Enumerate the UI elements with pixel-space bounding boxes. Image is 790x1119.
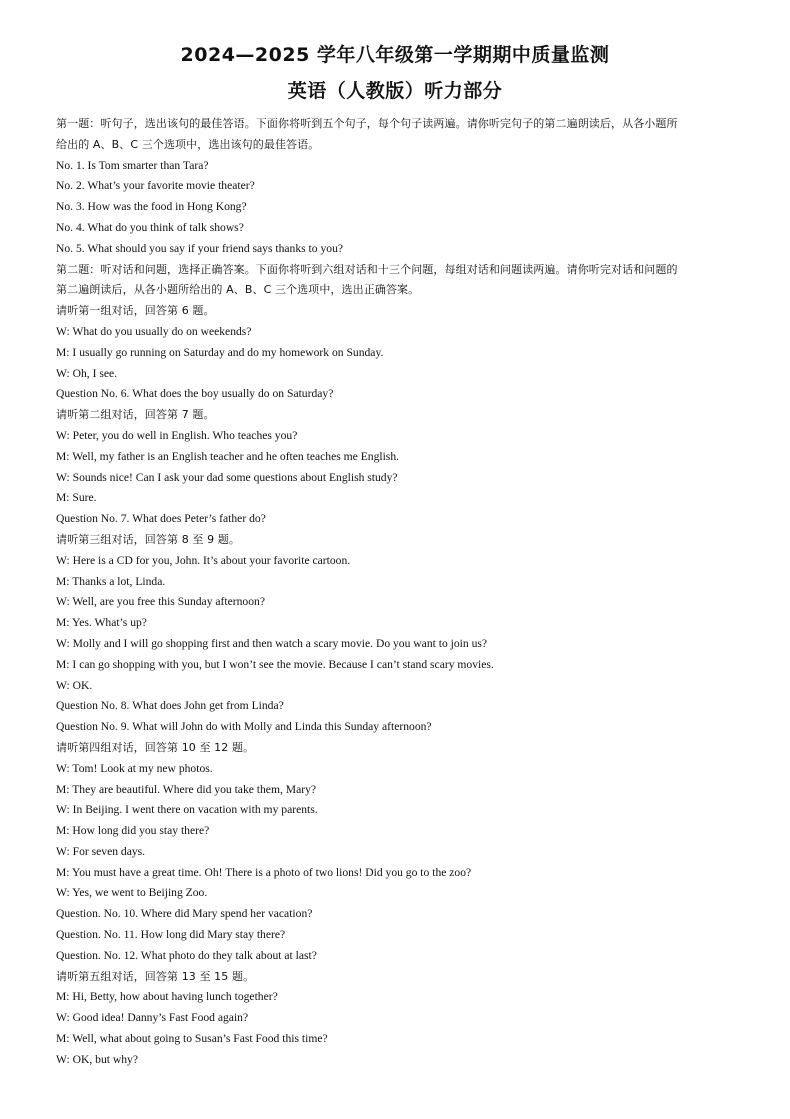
script-line: W: OK, but why? xyxy=(56,1052,138,1066)
script-line: W: For seven days. xyxy=(56,844,146,858)
script-line: W: Well, are you free this Sunday afternoon? xyxy=(56,595,265,609)
script-line: W: Sounds nice! Can I ask your dad some questions about English study? xyxy=(56,470,398,484)
script-line: M: I usually go running on Saturday and do my homework on Sunday. xyxy=(56,345,384,359)
script-line: M: Well, what about going to Susan’s Fast Food this time? xyxy=(56,1032,328,1046)
script-line: M: How long did you stay there? xyxy=(56,824,210,838)
script-line: W: Yes, we went to Beijing Zoo. xyxy=(56,886,208,900)
instruction-line: 第二遍朗读后，从各小题所给出的 A、B、C 三个选项中，选出正确答案。 xyxy=(56,283,420,297)
script-line: W: Tom! Look at my new photos. xyxy=(56,761,213,775)
script-line: Question No. 9. What will John do with Molly and Linda this Sunday afternoon? xyxy=(56,720,432,734)
script-line: M: Hi, Betty, how about having lunch together? xyxy=(56,990,278,1004)
script-line: M: They are beautiful. Where did you take them, Mary? xyxy=(56,782,317,796)
script-line: W: Good idea! Danny’s Fast Food again? xyxy=(56,1011,249,1025)
script-line: Question No. 8. What does John get from Linda? xyxy=(56,699,284,713)
script-line: W: Peter, you do well in English. Who teaches you? xyxy=(56,428,298,442)
instruction-line: 第二题：听对话和问题，选择正确答案。下面你将听到六组对话和十三个问题，每组对话和问题读两遍。请你听完对话和问题的 xyxy=(56,262,678,276)
script-line: Question. No. 10. Where did Mary spend her vacation? xyxy=(56,907,313,921)
script-line: M: Well, my father is an English teacher and he often teaches me English. xyxy=(56,449,400,463)
script-line: No. 1. Is Tom smarter than Tara? xyxy=(56,158,209,172)
script-line: M: Sure. xyxy=(56,491,97,505)
instruction-line: 给出的 A、B、C 三个选项中，选出该句的最佳答语。 xyxy=(56,137,320,151)
instruction-line: 请听第四组对话，回答第 10 至 12 题。 xyxy=(56,740,255,754)
script-line: M: I can go shopping with you, but I won’t see the movie. Because I can’t stand scary movies. xyxy=(56,657,494,671)
instruction-line: 请听第三组对话，回答第 8 至 9 题。 xyxy=(56,532,240,546)
script-line: Question No. 7. What does Peter’s father do? xyxy=(56,512,266,526)
script-line: W: Here is a CD for you, John. It’s about your favorite cartoon. xyxy=(56,553,351,567)
script-line: M: Thanks a lot, Linda. xyxy=(56,574,166,588)
script-line: No. 4. What do you think of talk shows? xyxy=(56,220,244,234)
script-line: Question. No. 11. How long did Mary stay there? xyxy=(56,928,286,942)
script-line: W: Molly and I will go shopping first and then watch a scary movie. Do you want to join us? xyxy=(56,636,488,650)
instruction-line: 请听第五组对话，回答第 13 至 15 题。 xyxy=(56,969,255,983)
script-line: W: Oh, I see. xyxy=(56,366,118,380)
instruction-line: 请听第二组对话，回答第 7 题。 xyxy=(56,408,215,422)
script-line: No. 2. What’s your favorite movie theater? xyxy=(56,179,255,193)
script-line: Question No. 6. What does the boy usually do on Saturday? xyxy=(56,387,334,401)
script-line: W: OK. xyxy=(56,678,93,692)
script-line: W: In Beijing. I went there on vacation with my parents. xyxy=(56,803,318,817)
script-line: M: Yes. What’s up? xyxy=(56,616,147,630)
script-line: M: You must have a great time. Oh! There is a photo of two lions! Did you go to the zoo? xyxy=(56,865,472,879)
script-line: W: What do you usually do on weekends? xyxy=(56,324,252,338)
script-line: Question. No. 12. What photo do they talk about at last? xyxy=(56,948,317,962)
listening-script-body xyxy=(56,114,734,1071)
script-line: No. 3. How was the food in Hong Kong? xyxy=(56,200,247,214)
document-title: 2024—2025 学年八年级第一学期期中质量监测 xyxy=(180,44,610,66)
document-subtitle: 英语（人教版）听力部分 xyxy=(287,80,503,102)
instruction-line: 第一题：听句子，选出该句的最佳答语。下面你将听到五个句子，每个句子读两遍。请你听完句子的第二遍朗读后，从各小题所 xyxy=(56,117,678,130)
instruction-line: 请听第一组对话，回答第 6 题。 xyxy=(56,304,215,318)
script-line: No. 5. What should you say if your friend says thanks to you? xyxy=(56,241,344,255)
